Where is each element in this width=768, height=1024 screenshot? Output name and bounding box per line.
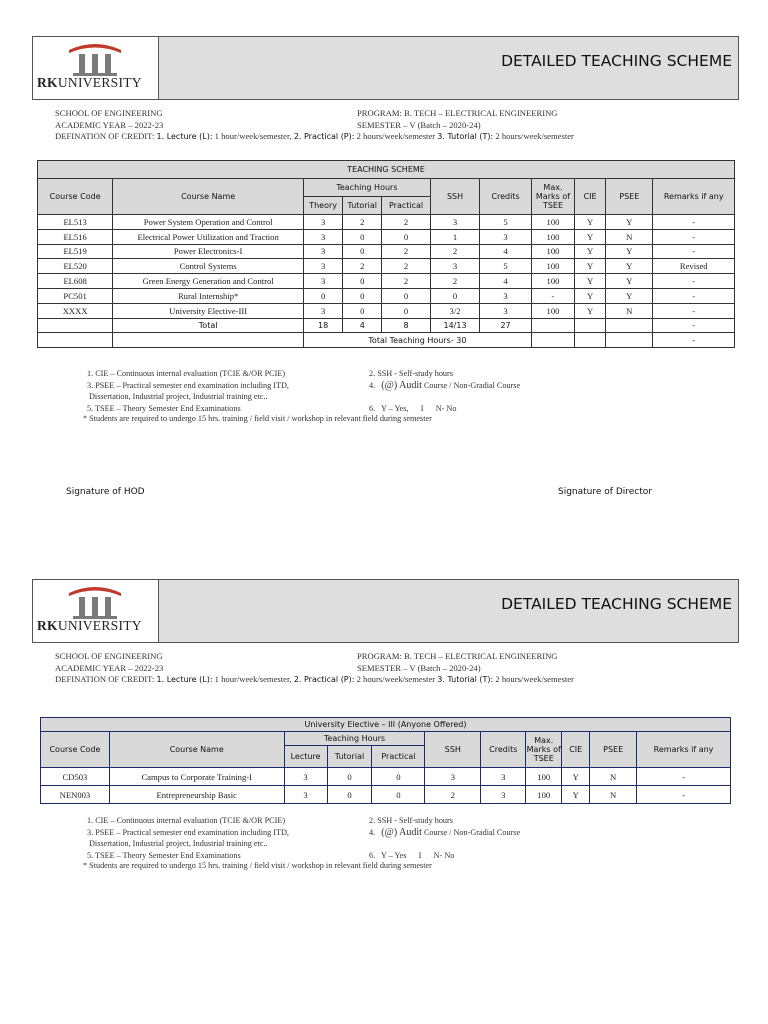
col-ssh: SSH: [425, 732, 481, 768]
page2-header: [32, 579, 739, 643]
table-row: EL516 Electrical Power Utilization and Traction 3 0 0 1 3 100 Y N -: [38, 229, 735, 244]
col-ssh: SSH: [430, 179, 479, 215]
header-title-box: [159, 580, 738, 642]
col-course-code: Course Code: [41, 732, 110, 768]
total-row: Total 18 4 8 14/13 27 -: [38, 318, 735, 333]
credit-definition: DEFINATION OF CREDIT: 1. Lecture (L): 1 hour/week/semester, 2. Practical (P): 2 hours/week/semester 3. Tutorial (T): 2 hours/week/semester: [55, 674, 574, 684]
col-credits: Credits: [480, 179, 532, 215]
table-caption: University Elective – III (Anyone Offered): [41, 718, 731, 732]
col-max-marks: Max. Marks of TSEE: [531, 179, 574, 215]
table-row: EL519 Power Electronics-I 3 0 2 2 4 100 Y Y -: [38, 244, 735, 259]
page2-notes: 1. CIE – Continuous internal evaluation (TCIE &/OR PCIE) 2. SSH - Self-study hours 3. PSEE – Practical semester end examination including ITD, 4. (@) Audit Course / Non-Gradial Course Dissertation, Industrial project, Industrial training etc.. 5. TSEE – Theory Semester End Examinations 6. Y – Yes I N- No * Students are required to undergo 15 hrs. training / field visit / workshop in relevant field during semester: [83, 816, 521, 870]
academic-year: ACADEMIC YEAR – 2022-23: [55, 662, 164, 673]
page1-notes: 1. CIE – Continuous internal evaluation (TCIE &/OR PCIE) 2. SSH - Self-study hours 3. PSEE – Practical semester end examination including ITD, 4. (@) Audit Course / Non-Gradial Course Dissertation, Industrial project, Industrial training etc.. 5. TSEE – Theory Semester End Examinations 6. Y – Yes, I N- No * Students are required to undergo 15 hrs. training / field visit / workshop in relevant field during semester: [83, 369, 521, 423]
col-course-code: Course Code: [38, 179, 113, 215]
col-lecture: Lecture: [284, 746, 327, 768]
university-logo-icon: [35, 583, 155, 621]
school-name: SCHOOL OF ENGINEERING: [55, 108, 163, 118]
university-logo: [33, 37, 159, 99]
page2-info-right: [357, 651, 558, 674]
university-logo: [33, 580, 159, 642]
table-row: EL513 Power System Operation and Control 3 2 2 3 5 100 Y Y -: [38, 215, 735, 230]
header-title-box: [159, 37, 738, 99]
col-cie: CIE: [562, 732, 590, 768]
col-teaching-hours: Teaching Hours: [284, 732, 425, 746]
col-course-name: Course Name: [113, 179, 304, 215]
col-psee: PSEE: [606, 179, 653, 215]
teaching-scheme-table: [37, 160, 735, 348]
logo-wordmark: RKUNIVERSITY: [37, 618, 142, 633]
col-credits: Credits: [481, 732, 526, 768]
academic-year: ACADEMIC YEAR – 2022-23: [55, 119, 164, 130]
university-logo-icon: [35, 40, 155, 78]
program-name: PROGRAM: B. TECH – ELECTRICAL ENGINEERING: [357, 651, 558, 661]
table-row: EL608 Green Energy Generation and Control 3 0 2 2 4 100 Y Y -: [38, 274, 735, 289]
col-remarks: Remarks if any: [653, 179, 735, 215]
school-name: SCHOOL OF ENGINEERING: [55, 651, 163, 661]
total-label: Total: [113, 318, 304, 333]
table-row: XXXX University Elective-III 3 0 0 3/2 3 100 Y N -: [38, 303, 735, 318]
col-practical: Practical: [382, 197, 430, 215]
signature-hod: Signature of HOD: [66, 487, 145, 497]
semester-info: SEMESTER – V (Batch – 2020-24): [357, 119, 481, 130]
col-teaching-hours: Teaching Hours: [304, 179, 431, 197]
table-caption: TEACHING SCHEME: [38, 161, 735, 179]
col-tutorial: Tutorial: [327, 746, 372, 768]
table-row: NEN003 Entrepreneurship Basic 3 0 0 2 3 100 Y N -: [41, 786, 731, 804]
col-remarks: Remarks if any: [637, 732, 731, 768]
col-tutorial: Tutorial: [343, 197, 382, 215]
table-row: CD503 Campus to Corporate Training-I 3 0 0 3 3 100 Y N -: [41, 768, 731, 786]
program-name: PROGRAM: B. TECH – ELECTRICAL ENGINEERING: [357, 108, 558, 118]
total-teaching-hours: Total Teaching Hours- 30: [304, 333, 532, 348]
col-practical: Practical: [372, 746, 425, 768]
col-cie: CIE: [575, 179, 606, 215]
page1-header: [32, 36, 739, 100]
col-theory: Theory: [304, 197, 343, 215]
col-course-name: Course Name: [109, 732, 284, 768]
table-row: EL520 Control Systems 3 2 2 3 5 100 Y Y Revised: [38, 259, 735, 274]
signature-director: Signature of Director: [558, 487, 652, 497]
semester-info: SEMESTER – V (Batch – 2020-24): [357, 662, 481, 673]
col-max-marks: Max. Marks of TSEE: [526, 732, 562, 768]
total-hours-row: Total Teaching Hours- 30 -: [38, 333, 735, 348]
page-title: DETAILED TEACHING SCHEME: [501, 52, 732, 70]
page1-info-right: [357, 108, 558, 131]
credit-definition: DEFINATION OF CREDIT: 1. Lecture (L): 1 hour/week/semester, 2. Practical (P): 2 hours/week/semester 3. Tutorial (T): 2 hours/week/semester: [55, 131, 574, 141]
col-psee: PSEE: [590, 732, 637, 768]
table-row: PC501 Rural Internship* 0 0 0 0 3 - Y Y -: [38, 288, 735, 303]
university-elective-table: [40, 717, 731, 804]
logo-wordmark: RKUNIVERSITY: [37, 75, 142, 90]
page-title: DETAILED TEACHING SCHEME: [501, 595, 732, 613]
